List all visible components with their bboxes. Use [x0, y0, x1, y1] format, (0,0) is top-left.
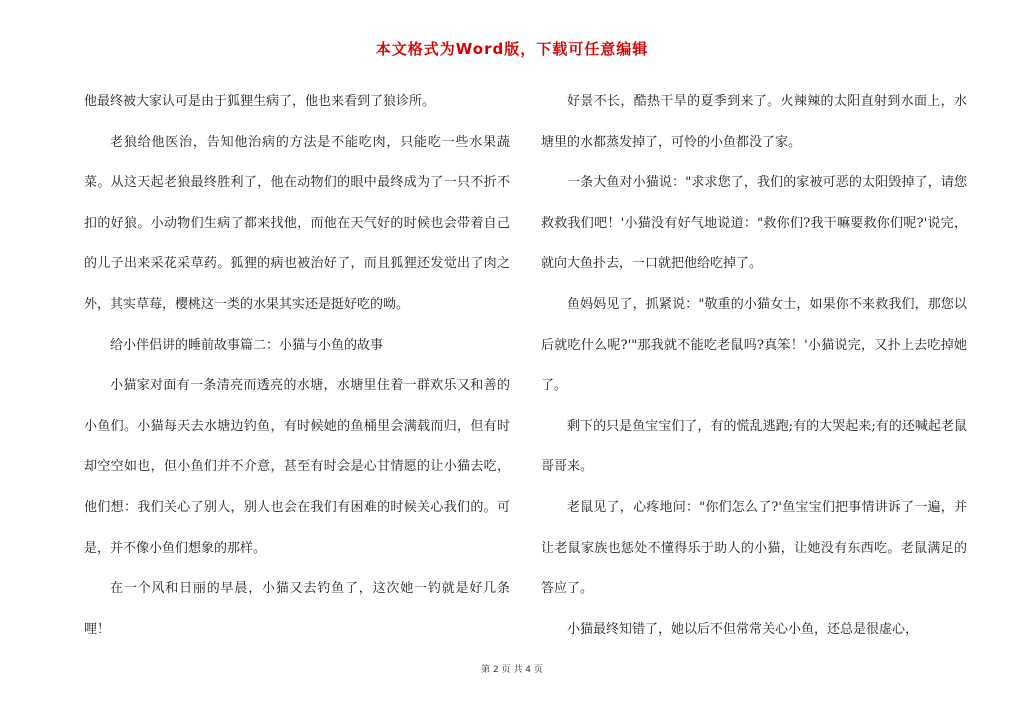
paragraph: 老狼给他医治，告知他治病的方法是不能吃肉，只能吃一些水果蔬菜。从这天起老狼最终胜利了，他在动物们的眼中最终成为了一只不折不扣的好狼。小动物们生病了都来找他，而他在天气好的时候也会带着自己的儿子出来采花采草药。狐狸的病也被治好了，而且狐狸还发觉出了肉之外，其实草莓，樱桃这一类的水果其实还是挺好吃的呦。 — [84, 134, 510, 312]
paragraph: 一条大鱼对小猫说："求求您了，我们的家被可恶的太阳毁掉了，请您救救我们吧！'小猫没有好气地说道："救你们?我干嘛要救你们呢?'说完，就向大鱼扑去，一口就把他给吃掉了。 — [541, 175, 967, 272]
paragraph: 剩下的只是鱼宝宝们了，有的慌乱逃跑;有的大哭起来;有的还喊起老鼠哥哥来。 — [541, 418, 967, 475]
page-number: 第 2 页 共 4 页 — [481, 665, 543, 675]
paragraph: 在一个风和日丽的早晨，小猫又去钓鱼了，这次她一钓就是好几条哩！ — [84, 581, 510, 637]
story-heading: 给小伴侣讲的睡前故事篇二：小猫与小鱼的故事 — [110, 337, 384, 353]
left-column — [84, 82, 510, 650]
paragraph: 小猫家对面有一条清亮而透亮的水塘，水塘里住着一群欢乐又和善的小鱼们。小猫每天去水塘边钓鱼，有时候她的鱼桶里会满载而归，但有时却空空如也，但小鱼们并不介意，甚至有时会是心甘情愿的让小猫去吃，他们想：我们关心了别人，别人也会在我们有困难的时候关心我们的。可是，并不像小鱼们想象的那样。 — [84, 378, 510, 556]
paragraph: 好景不长，酷热干旱的夏季到来了。火辣辣的太阳直射到水面上，水塘里的水都蒸发掉了，可怜的小鱼都没了家。 — [541, 94, 967, 150]
paragraph: 小猫最终知错了，她以后不但常常关心小鱼，还总是很虚心， — [567, 621, 919, 637]
document-header-title: 本文格式为Word版，下载可任意编辑 — [375, 40, 649, 58]
paragraph: 他最终被大家认可是由于狐狸生病了，他也来看到了狼诊所。 — [84, 94, 436, 109]
paragraph: 老鼠见了，心疼地问："你们怎么了?'鱼宝宝们把事情讲诉了一遍，并让老鼠家族也惩处不懂得乐于助人的小猫，让她没有东西吃。老鼠满足的答应了。 — [541, 499, 967, 597]
right-column — [541, 82, 967, 650]
paragraph: 鱼妈妈见了，抓紧说："敬重的小猫女士，如果你不来救我们，那您以后就吃什么呢?'"那我就不能吃老鼠吗?真笨！'小猫说完，又扑上去吃掉她了。 — [541, 296, 967, 394]
